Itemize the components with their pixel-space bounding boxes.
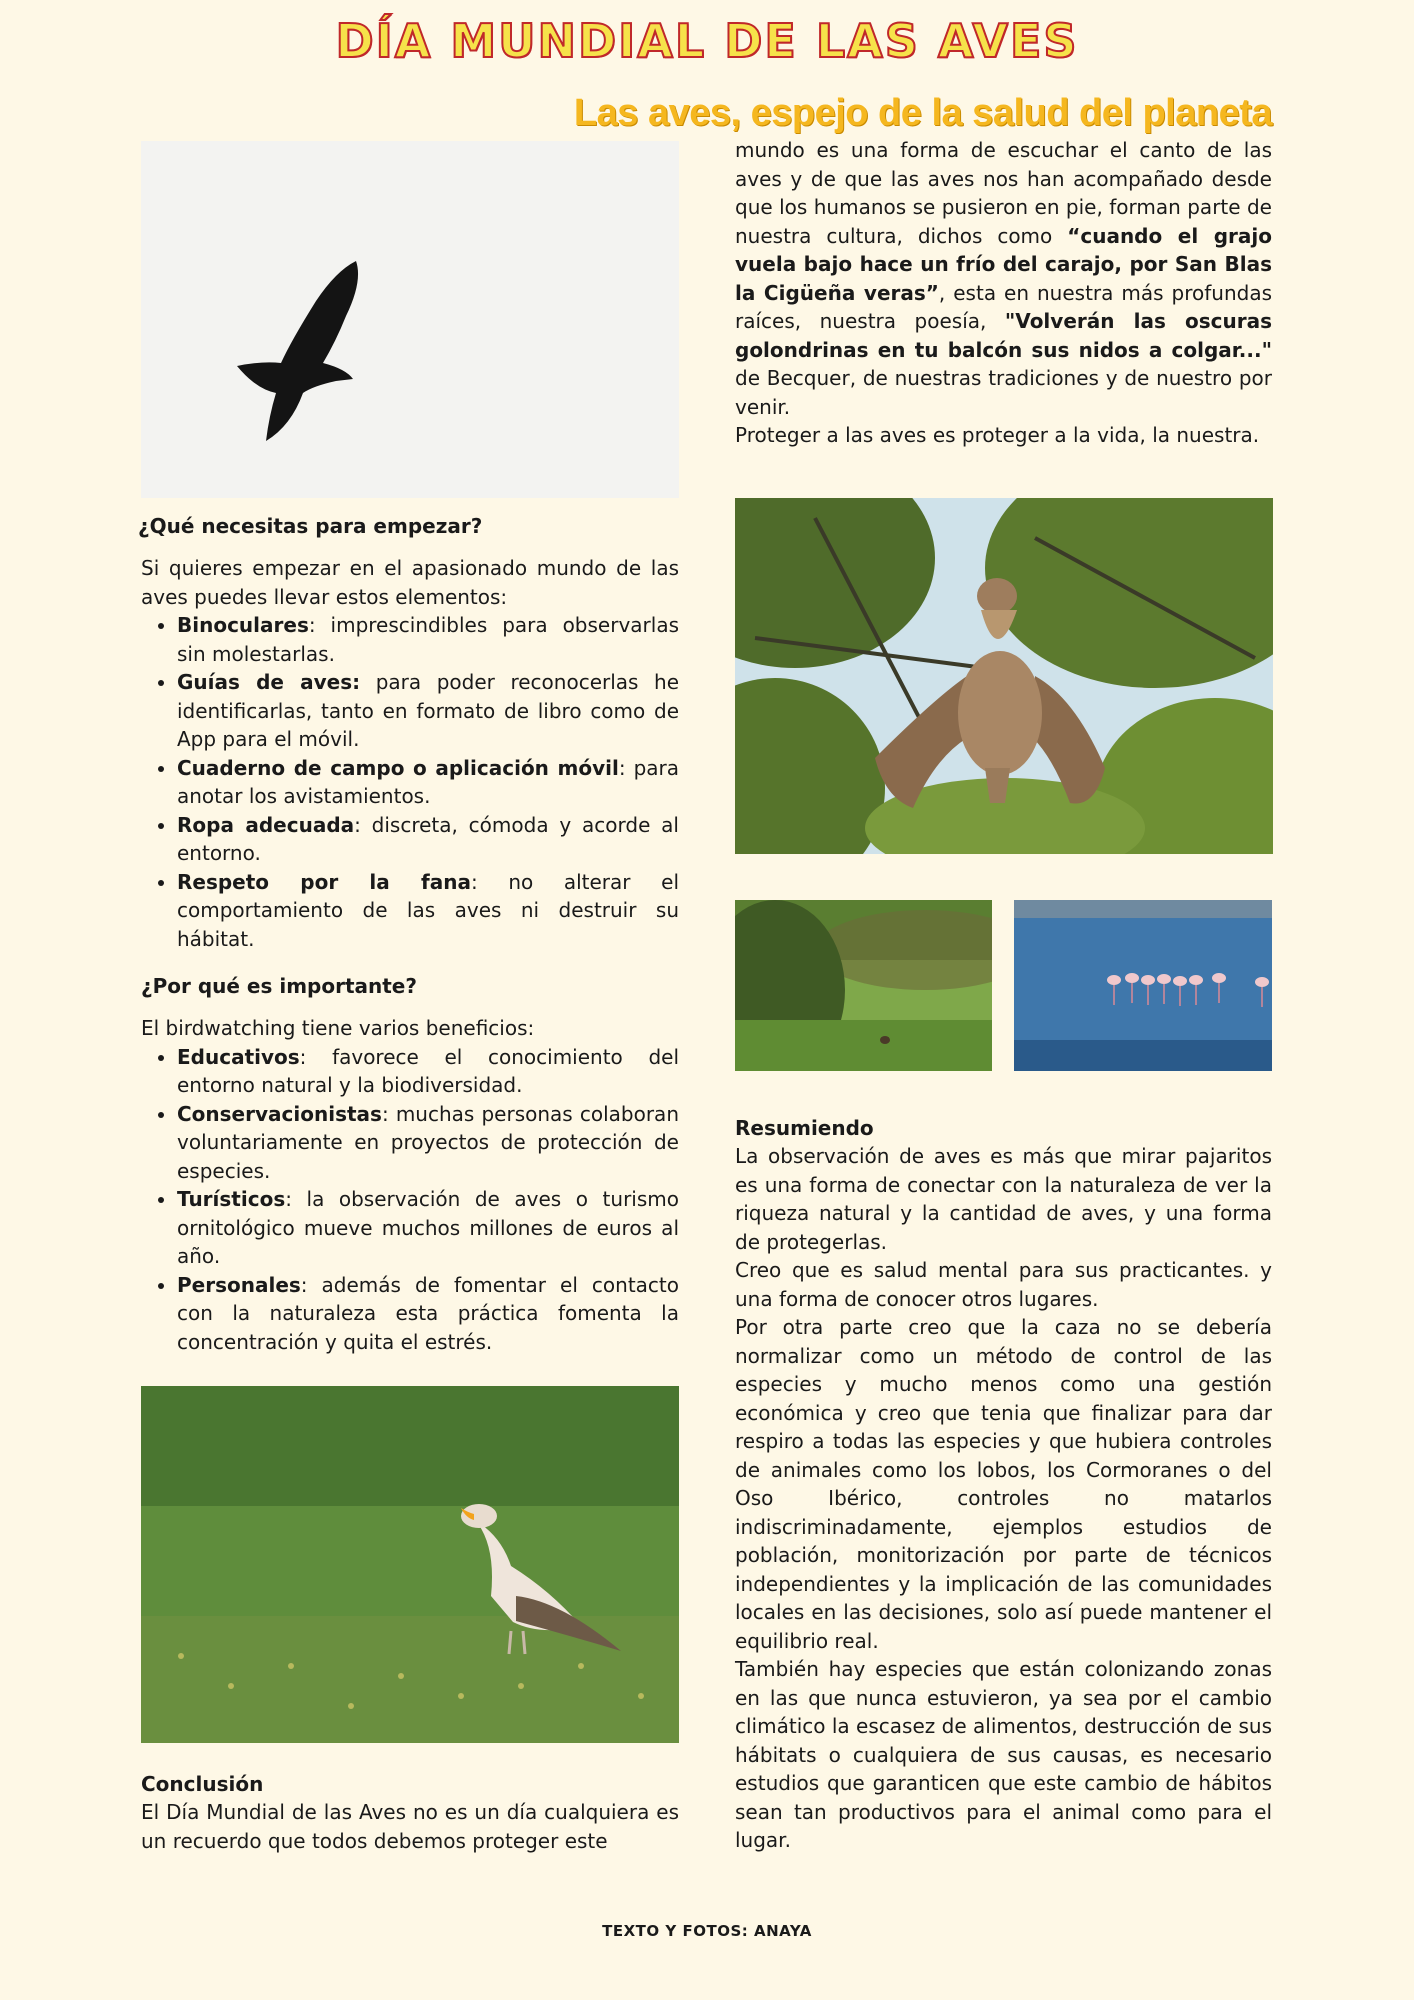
importance-list <box>141 1043 679 1357</box>
intro-continuation <box>735 136 1272 450</box>
item-term: Binoculares <box>177 613 309 637</box>
summary-paragraph: La observación de aves es más que mirar pajaritos es una forma de conectar con la naturaleza de ver la riqueza natural y la cantidad de aves, y una forma de protegerlas. <box>735 1144 1272 1254</box>
culture-paragraph <box>735 136 1272 421</box>
conclusion-section <box>141 1770 679 1855</box>
item-term: Personales <box>177 1272 301 1297</box>
needs-intro: Si quieres empezar en el apasionado mundo de las aves puedes llevar estos elementos: <box>141 556 679 609</box>
culture-text-2: , esta en nuestra más profundas raíces, nuestra poesía, <box>735 280 1272 333</box>
item-text: : favorece el conocimiento del entorno natural y la biodiversidad. <box>177 1044 679 1097</box>
item-term: Educativos <box>177 1044 300 1069</box>
list-item <box>177 811 679 868</box>
needs-heading: ¿Qué necesitas para empezar? <box>138 514 483 538</box>
item-text: : muchas personas colaboran voluntariamente en proyectos de protección de especies. <box>177 1101 679 1183</box>
culture-text-1: mundo es una forma de escuchar el canto de las aves y de que las aves nos han acompañado desde que los humanos se pusieron en pie, forman parte de nuestra cultura, dichos como <box>735 138 1272 248</box>
item-text: : imprescindibles para observarlas sin molestarlas. <box>177 613 679 666</box>
needs-section <box>138 512 680 953</box>
list-item <box>177 868 679 954</box>
item-text: : discreta, cómoda y acorde al entorno. <box>177 812 679 865</box>
protect-paragraph: Proteger a las aves es proteger a la vida, la nuestra. <box>735 423 1260 447</box>
page-title: DÍA MUNDIAL DE LAS AVES <box>335 14 1079 68</box>
list-item <box>177 668 679 754</box>
item-term: Respeto por la fana <box>177 869 471 894</box>
photo-flamingos <box>1014 900 1272 1071</box>
item-term: Cuaderno de campo o aplicación móvil <box>177 755 619 780</box>
summary-paragraph: Por otra parte creo que la caza no se debería normalizar como un método de control de las especies y mucho menos como una gestión económica y creo que tenia que finalizar para dar respiro a todas las especies y que hubiera controles de animales como los lobos, los Cormoranes o del Oso Ibérico, controles no matarlos indiscriminadamente, ejemplos estudios de población, monitorización por parte de técnicos independientes y la implicación de las comunidades locales en las decisiones, solo así puede mantener el equilibrio real. <box>735 1315 1272 1653</box>
summary-paragraph: Creo que es salud mental para sus practicantes. y una forma de conocer otros lugares. <box>735 1258 1272 1311</box>
item-text: : además de fomentar el contacto con la naturaleza esta práctica fomenta la concentración y quita el estrés. <box>177 1272 679 1354</box>
list-item <box>177 754 679 811</box>
list-item <box>177 1271 679 1357</box>
photo-meadow-bird <box>735 900 992 1071</box>
item-text: : para anotar los avistamientos. <box>177 755 679 808</box>
importance-section <box>141 972 679 1356</box>
summary-section <box>735 1114 1272 1855</box>
culture-text-3: de Becquer, de nuestras tradiciones y de nuestro por venir. <box>735 366 1272 419</box>
importance-heading: ¿Por qué es importante? <box>141 974 417 998</box>
photo-vulture-in-grass <box>141 1386 679 1743</box>
photo-bird-in-flight <box>141 141 679 498</box>
list-item <box>177 1043 679 1100</box>
saying-quote: “cuando el grajo vuela bajo hace un frío del carajo, por San Blas la Cigüeña veras” <box>735 223 1272 305</box>
list-item <box>177 1185 679 1271</box>
importance-intro: El birdwatching tiene varios beneficios: <box>141 1016 535 1040</box>
conclusion-text: El Día Mundial de las Aves no es un día cualquiera es un recuerdo que todos debemos proteger este <box>141 1800 679 1853</box>
item-term: Turísticos <box>177 1187 286 1211</box>
item-term: Ropa adecuada <box>177 812 355 837</box>
poem-quote: "Volverán las oscuras golondrinas en tu balcón sus nidos a colgar..." <box>735 309 1272 362</box>
photo-credit: TEXTO Y FOTOS: ANAYA <box>602 1922 812 1940</box>
item-text: : no alterar el comportamiento de las aves ni destruir su hábitat. <box>177 869 679 951</box>
list-item <box>177 1100 679 1186</box>
photo-eagle-in-tree <box>735 498 1273 854</box>
item-term: Conservacionistas <box>177 1101 382 1126</box>
page-subtitle: Las aves, espejo de la salud del planeta <box>573 92 1272 134</box>
item-text: : la observación de aves o turismo ornitológico mueve muchos millones de euros al año. <box>177 1187 679 1268</box>
item-term: Guías de aves: <box>177 670 361 694</box>
summary-paragraph: También hay especies que están colonizando zonas en las que nunca estuvieron, ya sea por el cambio climático la escasez de alimentos, destrucción de sus hábitats o cualquiera de sus causas, es necesario estudios que garanticen que este cambio de hábitos sean tan productivos para el animal como para el lugar. <box>735 1657 1272 1852</box>
summary-heading: Resumiendo <box>735 1116 874 1140</box>
conclusion-heading: Conclusión <box>141 1772 264 1796</box>
needs-list <box>141 611 679 953</box>
list-item <box>177 611 679 668</box>
item-text: para poder reconocerlas he identificarlas, tanto en formato de libro como de App para el móvil. <box>177 670 680 751</box>
